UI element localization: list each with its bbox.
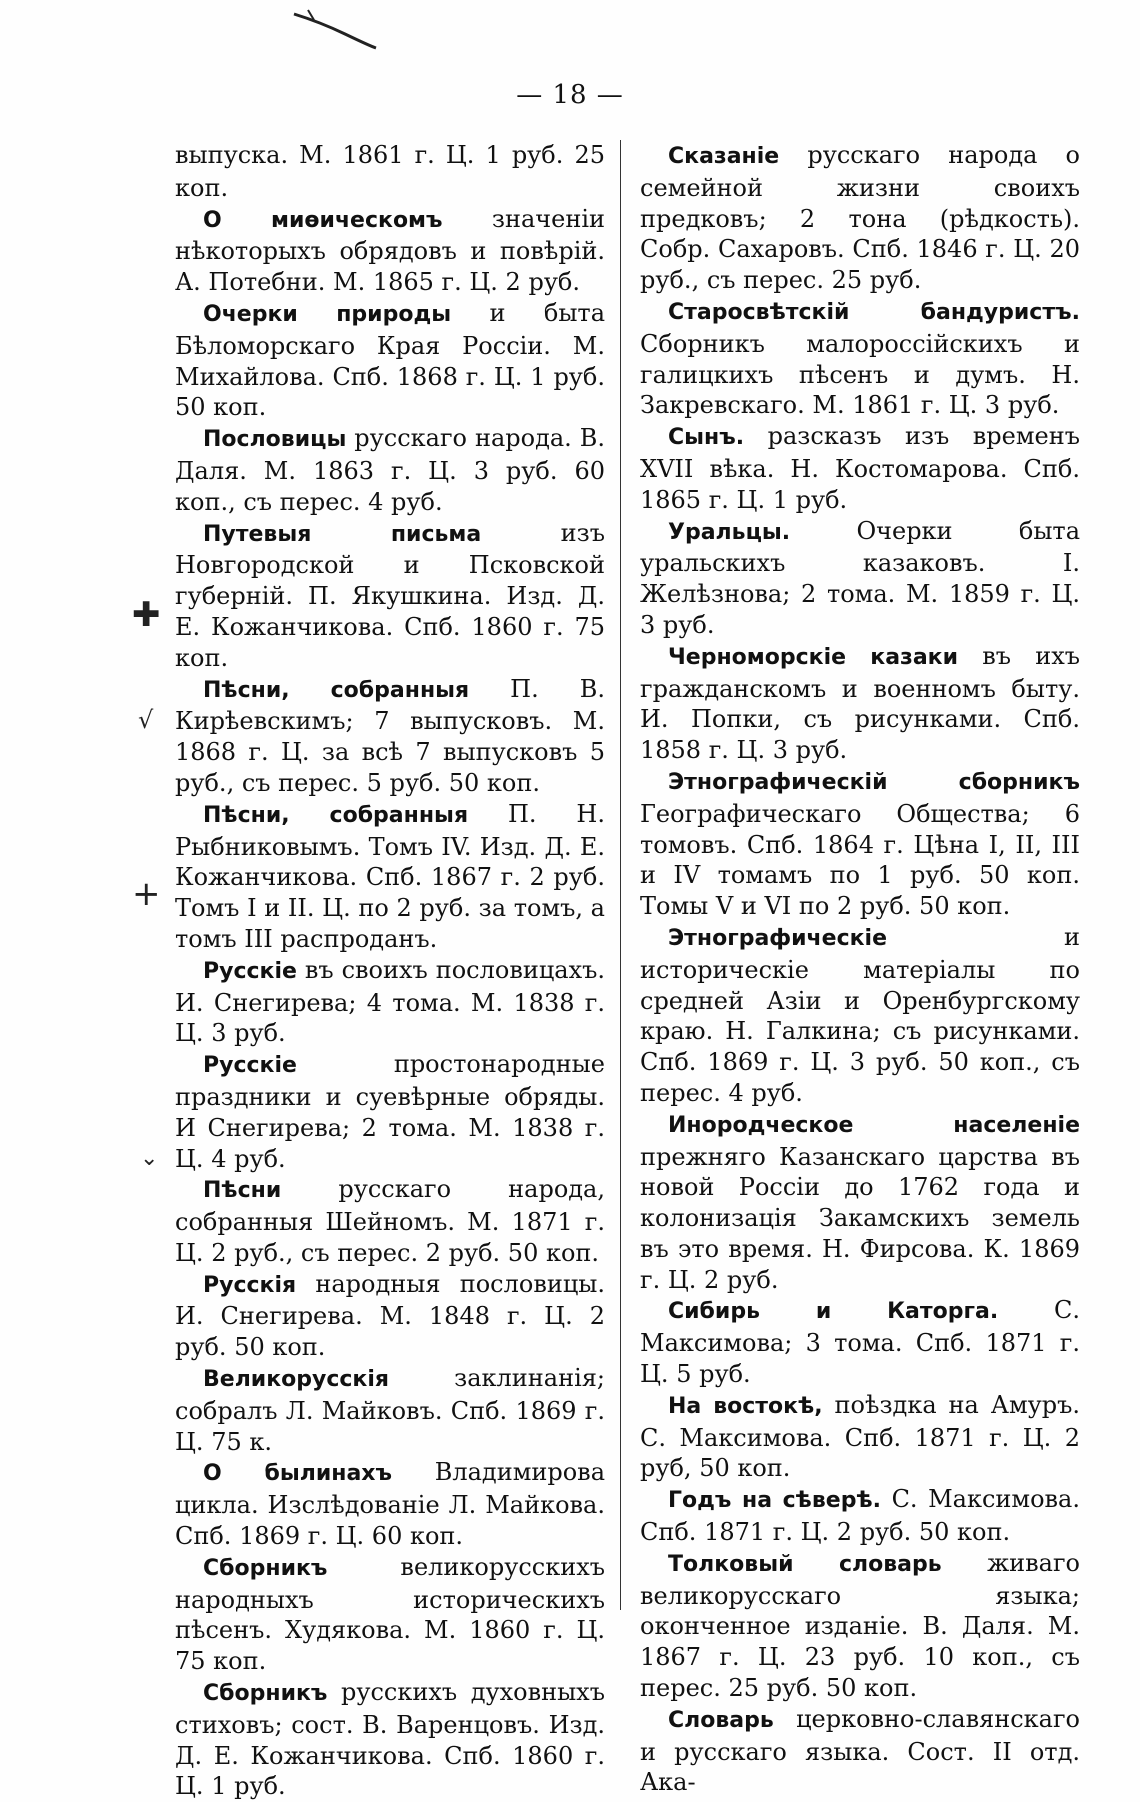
entry: Русскія народныя пословицы. И. Снегирева. М. 1848 г. Ц. 2 руб. 50 коп.: [175, 1269, 605, 1362]
entry: Инородческое населеніе прежняго Казанскаго царства въ новой Россіи до 1762 года и колонизація Закамскихъ земель въ это время. Н. Фирсова. К. 1869 г. Ц. 2 руб.: [640, 1112, 1080, 1294]
entry: Пѣсни, собранныя П. Н. Рыбниковымъ. Томъ IV. Изд. Д. Е. Кожанчикова. Спб. 1867 г. 2 руб. Томъ I и II. Ц. по 2 руб. за томъ, а томъ III распроданъ.: [175, 799, 605, 953]
entry: Пѣсни, собранныя П. В. Кирѣевскимъ; 7 выпусковъ. М. 1868 г. Ц. за всѣ 7 выпусковъ 5 руб., съ перес. 5 руб. 50 коп.: [175, 674, 605, 797]
entry: О былинахъ Владимирова цикла. Изслѣдованіе Л. Майкова. Спб. 1869 г. Ц. 60 коп.: [175, 1458, 605, 1551]
entry: Пѣсни русскаго народа, собранныя Шейномъ. М. 1871 г. Ц. 2 руб., съ перес. 2 руб. 50 коп.: [175, 1175, 605, 1267]
entry: Путевыя письма изъ Новгородской и Псковской губерній. П. Якушкина. Изд. Д. Е. Кожанчикова. Спб. 1860 г. 75 коп.: [175, 518, 605, 672]
left-column: [175, 140, 605, 1802]
entry: Уральцы. Очерки быта уральскихъ казаковъ. I. Желѣзнова; 2 тома. М. 1859 г. Ц. 3 руб.: [640, 516, 1080, 639]
entry: Великорусскія заклинанія; собралъ Л. Майковъ. Спб. 1869 г. Ц. 75 к.: [175, 1364, 605, 1456]
page-number: — 18 —: [516, 80, 624, 110]
margin-check-mark: √: [138, 706, 154, 734]
margin-tick-mark: ⌄: [140, 1146, 159, 1171]
entry: О миѳическомъ значеніи нѣкоторыхъ обрядовъ и повѣрій. А. Потебни. М. 1865 г. Ц. 2 руб.: [175, 204, 605, 297]
entry: Сынъ. разсказъ изъ временъ XVII вѣка. Н. Костомарова. Спб. 1865 г. Ц. 1 руб.: [640, 422, 1080, 514]
column-divider: [620, 140, 621, 1610]
entry: Этнографическіе и историческіе матеріалы по средней Азіи и Оренбургскому краю. Н. Галкина; съ рисунками. Спб. 1869 г. Ц. 3 руб. 50 коп., съ перес. 4 руб.: [640, 922, 1080, 1107]
entry: Годъ на сѣверѣ. С. Максимова. Спб. 1871 г. Ц. 2 руб. 50 коп.: [640, 1485, 1080, 1547]
entry: Старосвѣтскій бандуристъ. Сборникъ малороссійскихъ и галицкихъ пѣсенъ и думъ. Н. Закревскаго. М. 1861 г. Ц. 3 руб.: [640, 299, 1080, 420]
entry: Словарь церковно-славянскаго и русскаго языка. Сост. II отд. Ака-: [640, 1704, 1080, 1797]
entry: Очерки природы и быта Бѣломорскаго Края Россіи. М. Михайлова. Спб. 1868 г. Ц. 1 руб. 50 коп.: [175, 298, 606, 422]
entry: Пословицы русскаго народа. В. Даля. М. 1863 г. Ц. 3 руб. 60 коп., съ перес. 4 руб.: [175, 424, 605, 516]
entry: выпуска. М. 1861 г. Ц. 1 руб. 25 коп.: [175, 141, 605, 202]
entry: Русскіе въ своихъ пословицахъ. И. Снегирева; 4 тома. М. 1838 г. Ц. 3 руб.: [175, 955, 605, 1048]
entry: Этнографическій сборникъ Географическаго Общества; 6 томовъ. Спб. 1864 г. Цѣна I, II, III и IV томамъ по 1 руб. 50 коп. Томы V и VI по 2 руб. 50 коп.: [640, 769, 1080, 921]
entry: Сказаніе русскаго народа о семейной жизни своихъ предковъ; 2 тона (рѣдкость). Собр. Сахаровъ. Спб. 1846 г. Ц. 20 руб., съ перес. 25 руб.: [640, 141, 1080, 295]
pen-scratch-mark: [290, 8, 380, 53]
margin-plus-mark: +: [132, 874, 161, 914]
margin-cross-mark: ✚: [132, 595, 161, 635]
entry: Сборникъ великорусскихъ народныхъ историческихъ пѣсенъ. Худякова. М. 1860 г. Ц. 75 коп.: [175, 1552, 605, 1676]
entry: Толковый словарь живаго великорусскаго языка; оконченное изданіе. В. Даля. М. 1867 г. Ц. 23 руб. 10 коп., съ перес. 25 руб. 50 коп.: [640, 1548, 1080, 1703]
right-column: [640, 140, 1080, 1798]
entry: Черноморскіе казаки въ ихъ гражданскомъ и военномъ быту. И. Попки, съ рисунками. Спб. 1858 г. Ц. 3 руб.: [640, 641, 1081, 765]
entry: Сборникъ русскихъ духовныхъ стиховъ; сост. В. Варенцовъ. Изд. Д. Е. Кожанчикова. Спб. 1860 г. Ц. 1 руб.: [175, 1678, 605, 1801]
entry: Русскіе простонародные праздники и суевѣрные обряды. И Снегирева; 2 тома. М. 1838 г. Ц. 4 руб.: [175, 1050, 605, 1173]
entry: Сибирь и Каторга. С. Максимова; 3 тома. Спб. 1871 г. Ц. 5 руб.: [640, 1296, 1080, 1389]
entry: На востокѣ, поѣздка на Амуръ. С. Максимова. Спб. 1871 г. Ц. 2 руб, 50 коп.: [640, 1390, 1080, 1483]
